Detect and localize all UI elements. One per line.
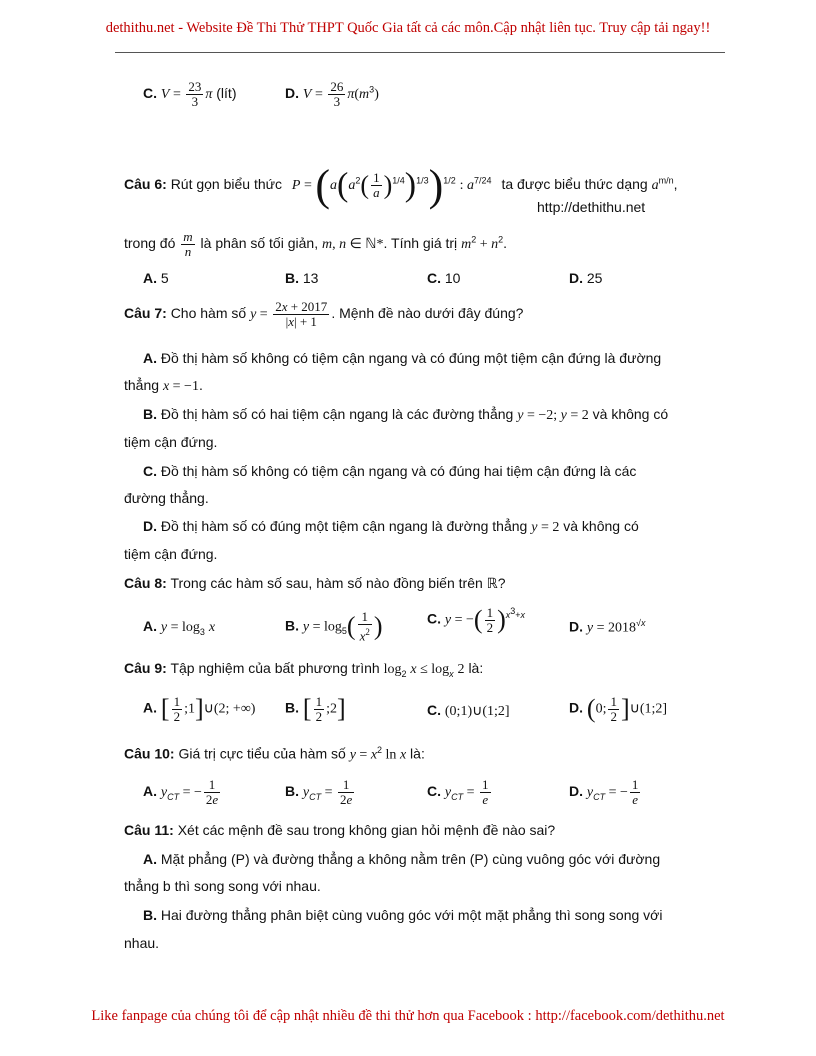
- q8-option-b[interactable]: B. $y = \log_5$( $\frac{1}{x^2}$ ): [285, 609, 383, 644]
- question-10: Câu 10: Giá trị cực tiểu của hàm số $y = x^2$ ln x là:: [124, 745, 425, 763]
- q7-option-a-cont: thẳng x = −1.: [124, 377, 203, 394]
- q8-option-c[interactable]: C. y = −( $\frac{1}{2}$ )$^{x^3+x}$: [427, 604, 526, 635]
- q7-option-d[interactable]: D. Đồ thị hàm số có đúng một tiệm cận ngang là đường thẳng y = 2 và không có: [143, 518, 639, 535]
- question-6-label: Câu 6:: [124, 176, 167, 193]
- q8-option-a[interactable]: A. $y = \log_3 x$: [143, 618, 216, 637]
- q9-option-c[interactable]: C. (0;1)∪(1;2]: [427, 702, 510, 719]
- question-9-label: Câu 9:: [124, 660, 167, 676]
- question-11-label: Câu 11:: [124, 822, 174, 838]
- source-url[interactable]: http://dethithu.net: [537, 199, 646, 215]
- q6-option-d[interactable]: D. 25: [569, 270, 603, 286]
- question-7: Câu 7: Cho hàm số y = $\frac{2x + 2017}{|x| + 1}$ . Mệnh đề nào dưới đây đúng?: [124, 299, 524, 329]
- page-header[interactable]: dethithu.net - Website Đề Thi Thử THPT Quốc Gia tất cả các môn.Cập nhật liên tục. Truy cập tải ngay!!: [105, 20, 711, 36]
- q6-option-a[interactable]: A. 5: [143, 270, 169, 286]
- q6-option-b[interactable]: B. 13: [285, 270, 319, 286]
- q10-option-c[interactable]: C. $y_{CT}$ = $\frac{1}{e}$: [427, 777, 489, 807]
- question-8-label: Câu 8:: [124, 575, 167, 591]
- header-divider: [115, 52, 725, 53]
- page-footer[interactable]: Like fanpage của chúng tôi để cập nhật nhiều đề thi thử hơn qua Facebook : http://facebook.com/dethithu.net: [91, 1008, 725, 1024]
- q8-option-d[interactable]: D. $y = 2018^{√x}$: [569, 618, 646, 636]
- q6-option-c[interactable]: C. 10: [427, 270, 461, 286]
- prev-option-d: D. V = $\frac{26}{3}$ $\pi(m^3)$: [285, 79, 379, 109]
- question-11: Câu 11: Xét các mệnh đề sau trong không gian hỏi mệnh đề nào sai?: [124, 822, 556, 838]
- q7-option-c[interactable]: C. Đồ thị hàm số không có tiệm cận ngang và có đúng hai tiệm cận đứng là các: [143, 463, 637, 479]
- q10-option-d[interactable]: D. $y_{CT}$ = − $\frac{1}{e}$: [569, 777, 639, 807]
- question-9: Câu 9: Tập nghiệm của bất phương trình $\log_2 x \le \log_x 2$ là:: [124, 660, 484, 679]
- q10-option-b[interactable]: B. $y_{CT}$ = $\frac{1}{2e}$: [285, 777, 353, 807]
- prev-option-c: C. V = $\frac{23}{3}$ π (lít): [143, 79, 237, 109]
- q10-option-a[interactable]: A. $y_{CT}$ = − $\frac{1}{2e}$: [143, 777, 219, 807]
- question-7-label: Câu 7:: [124, 305, 167, 322]
- q11-option-a-cont: thẳng b thì song song với nhau.: [124, 878, 321, 894]
- question-8: Câu 8: Trong các hàm số sau, hàm số nào đồng biến trên ℝ?: [124, 575, 506, 591]
- q7-option-b-cont: tiệm cận đứng.: [124, 434, 218, 450]
- q9-option-a[interactable]: A. [ $\frac{1}{2}$ ;1]∪(2; +∞): [143, 693, 256, 724]
- q11-option-a[interactable]: A. Mặt phẳng (P) và đường thẳng a không nằm trên (P) cùng vuông góc với đường: [143, 851, 661, 867]
- q9-option-b[interactable]: B. [ $\frac{1}{2}$ ;2]: [285, 693, 346, 724]
- q7-option-d-cont: tiệm cận đứng.: [124, 546, 218, 562]
- q11-option-b[interactable]: B. Hai đường thẳng phân biệt cùng vuông góc với một mặt phẳng thì song song với: [143, 907, 663, 923]
- question-6: Câu 6: Rút gọn biểu thức $P = (a(a^2$( $\frac{1}{a}$ )$^{1/4}$)$^{1/3}$)$^{1/2}$ : $a^{7/24}$ ta được biểu thức dạng $a^{m/n}$,: [124, 161, 678, 210]
- q11-option-b-cont: nhau.: [124, 935, 160, 951]
- q7-option-b[interactable]: B. Đồ thị hàm số có hai tiệm cận ngang là các đường thẳng y = −2; y = 2 và không có: [143, 406, 669, 423]
- q7-option-c-cont: đường thẳng.: [124, 490, 209, 506]
- question-10-label: Câu 10:: [124, 745, 175, 762]
- q7-option-a[interactable]: A. Đồ thị hàm số không có tiệm cận ngang và có đúng một tiệm cận đứng là đường: [143, 350, 662, 366]
- question-6-line2: trong đó $\frac{m}{n}$ là phân số tối giản, m, n ∈ ℕ*. Tính giá trị $m^2 + n^2$.: [124, 229, 508, 259]
- q9-option-d[interactable]: D. (0; $\frac{1}{2}$ ]∪(1;2]: [569, 693, 668, 724]
